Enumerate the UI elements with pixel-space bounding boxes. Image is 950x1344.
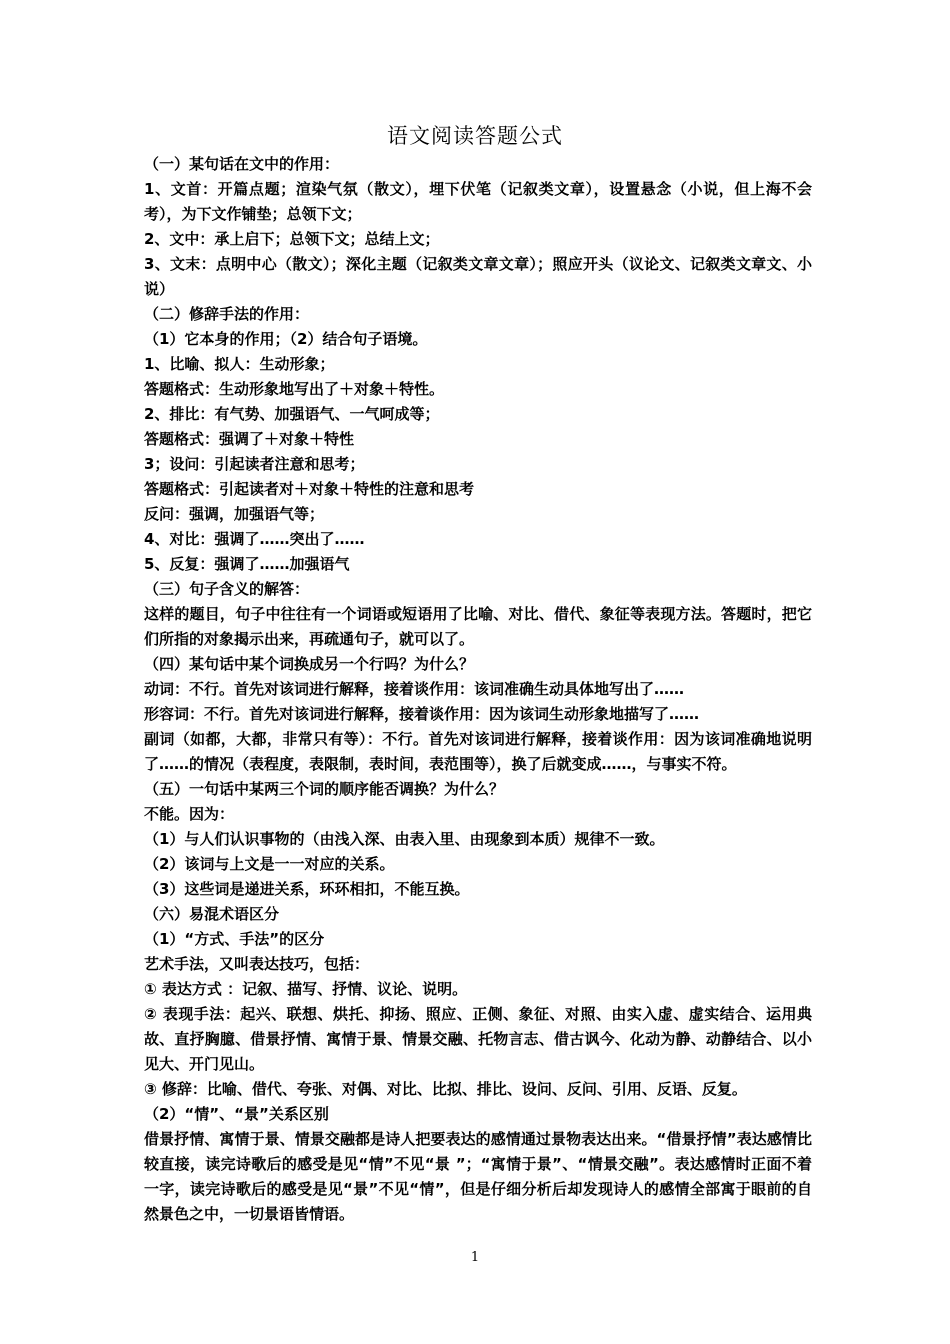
paragraph: （1）它本身的作用；（2）结合句子语境。 [144, 330, 428, 348]
paragraph: 这样的题目，句子中往往有一个词语或短语用了比喻、对比、借代、象征等表现方法。答题时，把它们所指的对象揭示出来，再疏通句子，就可以了。 [144, 605, 812, 648]
paragraph: 反问：强调，加强语气等； [144, 505, 325, 523]
section-heading-4: （四）某句话中某个词换成另一个行吗？为什么？ [144, 655, 475, 673]
paragraph: 4、对比：强调了……突出了…… [144, 530, 365, 548]
list-item: ② 表现手法：起兴、联想、烘托、抑扬、照应、正侧、象征、对照、由实入虚、虚实结合、运用典故、直抒胸臆、借景抒情、寓情于景、情景交融、托物言志、借古讽今、化动为静、动静结合、以小见大、开门见山。 [144, 1005, 812, 1073]
paragraph: 答题格式：引起读者对＋对象＋特性的注意和思考 [144, 480, 475, 498]
section-heading-2: （二）修辞手法的作用： [144, 305, 310, 323]
paragraph: 2、排比：有气势、加强语气、一气呵成等； [144, 405, 440, 423]
subsection-heading: （1）“方式、手法”的区分 [144, 930, 325, 948]
section-heading-6: （六）易混术语区分 [144, 905, 280, 923]
paragraph: 答题格式：强调了＋对象＋特性 [144, 430, 355, 448]
section-heading-1: （一）某句话在文中的作用： [144, 155, 340, 173]
paragraph: （1）与人们认识事物的（由浅入深、由表入里、由现象到本质）规律不一致。 [144, 830, 665, 848]
paragraph: （2）该词与上文是一一对应的关系。 [144, 855, 395, 873]
paragraph: 副词（如都，大都，非常只有等）：不行。首先对该词进行解释，接着谈作用：因为该词准确地说明了……的情况（表程度，表限制，表时间，表范围等），换了后就变成……，与事实不符。 [144, 730, 812, 773]
paragraph: 答题格式：生动形象地写出了＋对象＋特性。 [144, 380, 445, 398]
page-title: 语文阅读答题公式 [387, 124, 563, 148]
paragraph: 5、反复：强调了……加强语气 [144, 555, 350, 573]
paragraph: （3）这些词是递进关系，环环相扣，不能互换。 [144, 880, 470, 898]
list-item: ① 表达方式 ：记叙、描写、抒情、议论、说明。 [144, 980, 468, 998]
subsection-heading: （2）“情”、“景”关系区别 [144, 1105, 329, 1123]
section-heading-5: （五）一句话中某两三个词的顺序能否调换？为什么？ [144, 780, 505, 798]
section-heading-3: （三）句子含义的解答： [144, 580, 310, 598]
paragraph: 艺术手法，又叫表达技巧，包括： [144, 955, 370, 973]
paragraph: 3、文末：点明中心（散文）；深化主题（记叙类文章文章）；照应开头（议论文、记叙类文章文、小说） [144, 255, 812, 298]
paragraph: 不能。因为： [144, 805, 235, 823]
paragraph: 借景抒情、寓情于景、情景交融都是诗人把要表达的感情通过景物表达出来。“借景抒情”表达感情比较直接，读完诗歌后的感受是见“情”不见“景 ”；“寓情于景”、“情景交融”。表达感情时正面不着一字，读完诗歌后的感受是见“景”不见“情”，但是仔细分析后却发现诗人的感情全部寓于眼前的自然景色之中，一切景语皆情语。 [144, 1130, 812, 1223]
page-number: 1 [470, 1250, 480, 1265]
paragraph: 动词：不行。首先对该词进行解释，接着谈作用：该词准确生动具体地写出了…… [144, 680, 685, 698]
paragraph: 3；设问：引起读者注意和思考； [144, 455, 365, 473]
paragraph: 2、文中：承上启下；总领下文；总结上文； [144, 230, 440, 248]
paragraph: 1、比喻、拟人：生动形象； [144, 355, 335, 373]
list-item: ③ 修辞：比喻、借代、夸张、对偶、对比、比拟、排比、设问、反问、引用、反语、反复。 [144, 1080, 747, 1098]
paragraph: 1、文首：开篇点题；渲染气氛（散文），埋下伏笔（记叙类文章），设置悬念（小说，但上海不会考），为下文作铺垫；总领下文； [144, 180, 812, 223]
paragraph: 形容词：不行。首先对该词进行解释，接着谈作用：因为该词生动形象地描写了…… [144, 705, 700, 723]
document-body [144, 152, 812, 1227]
